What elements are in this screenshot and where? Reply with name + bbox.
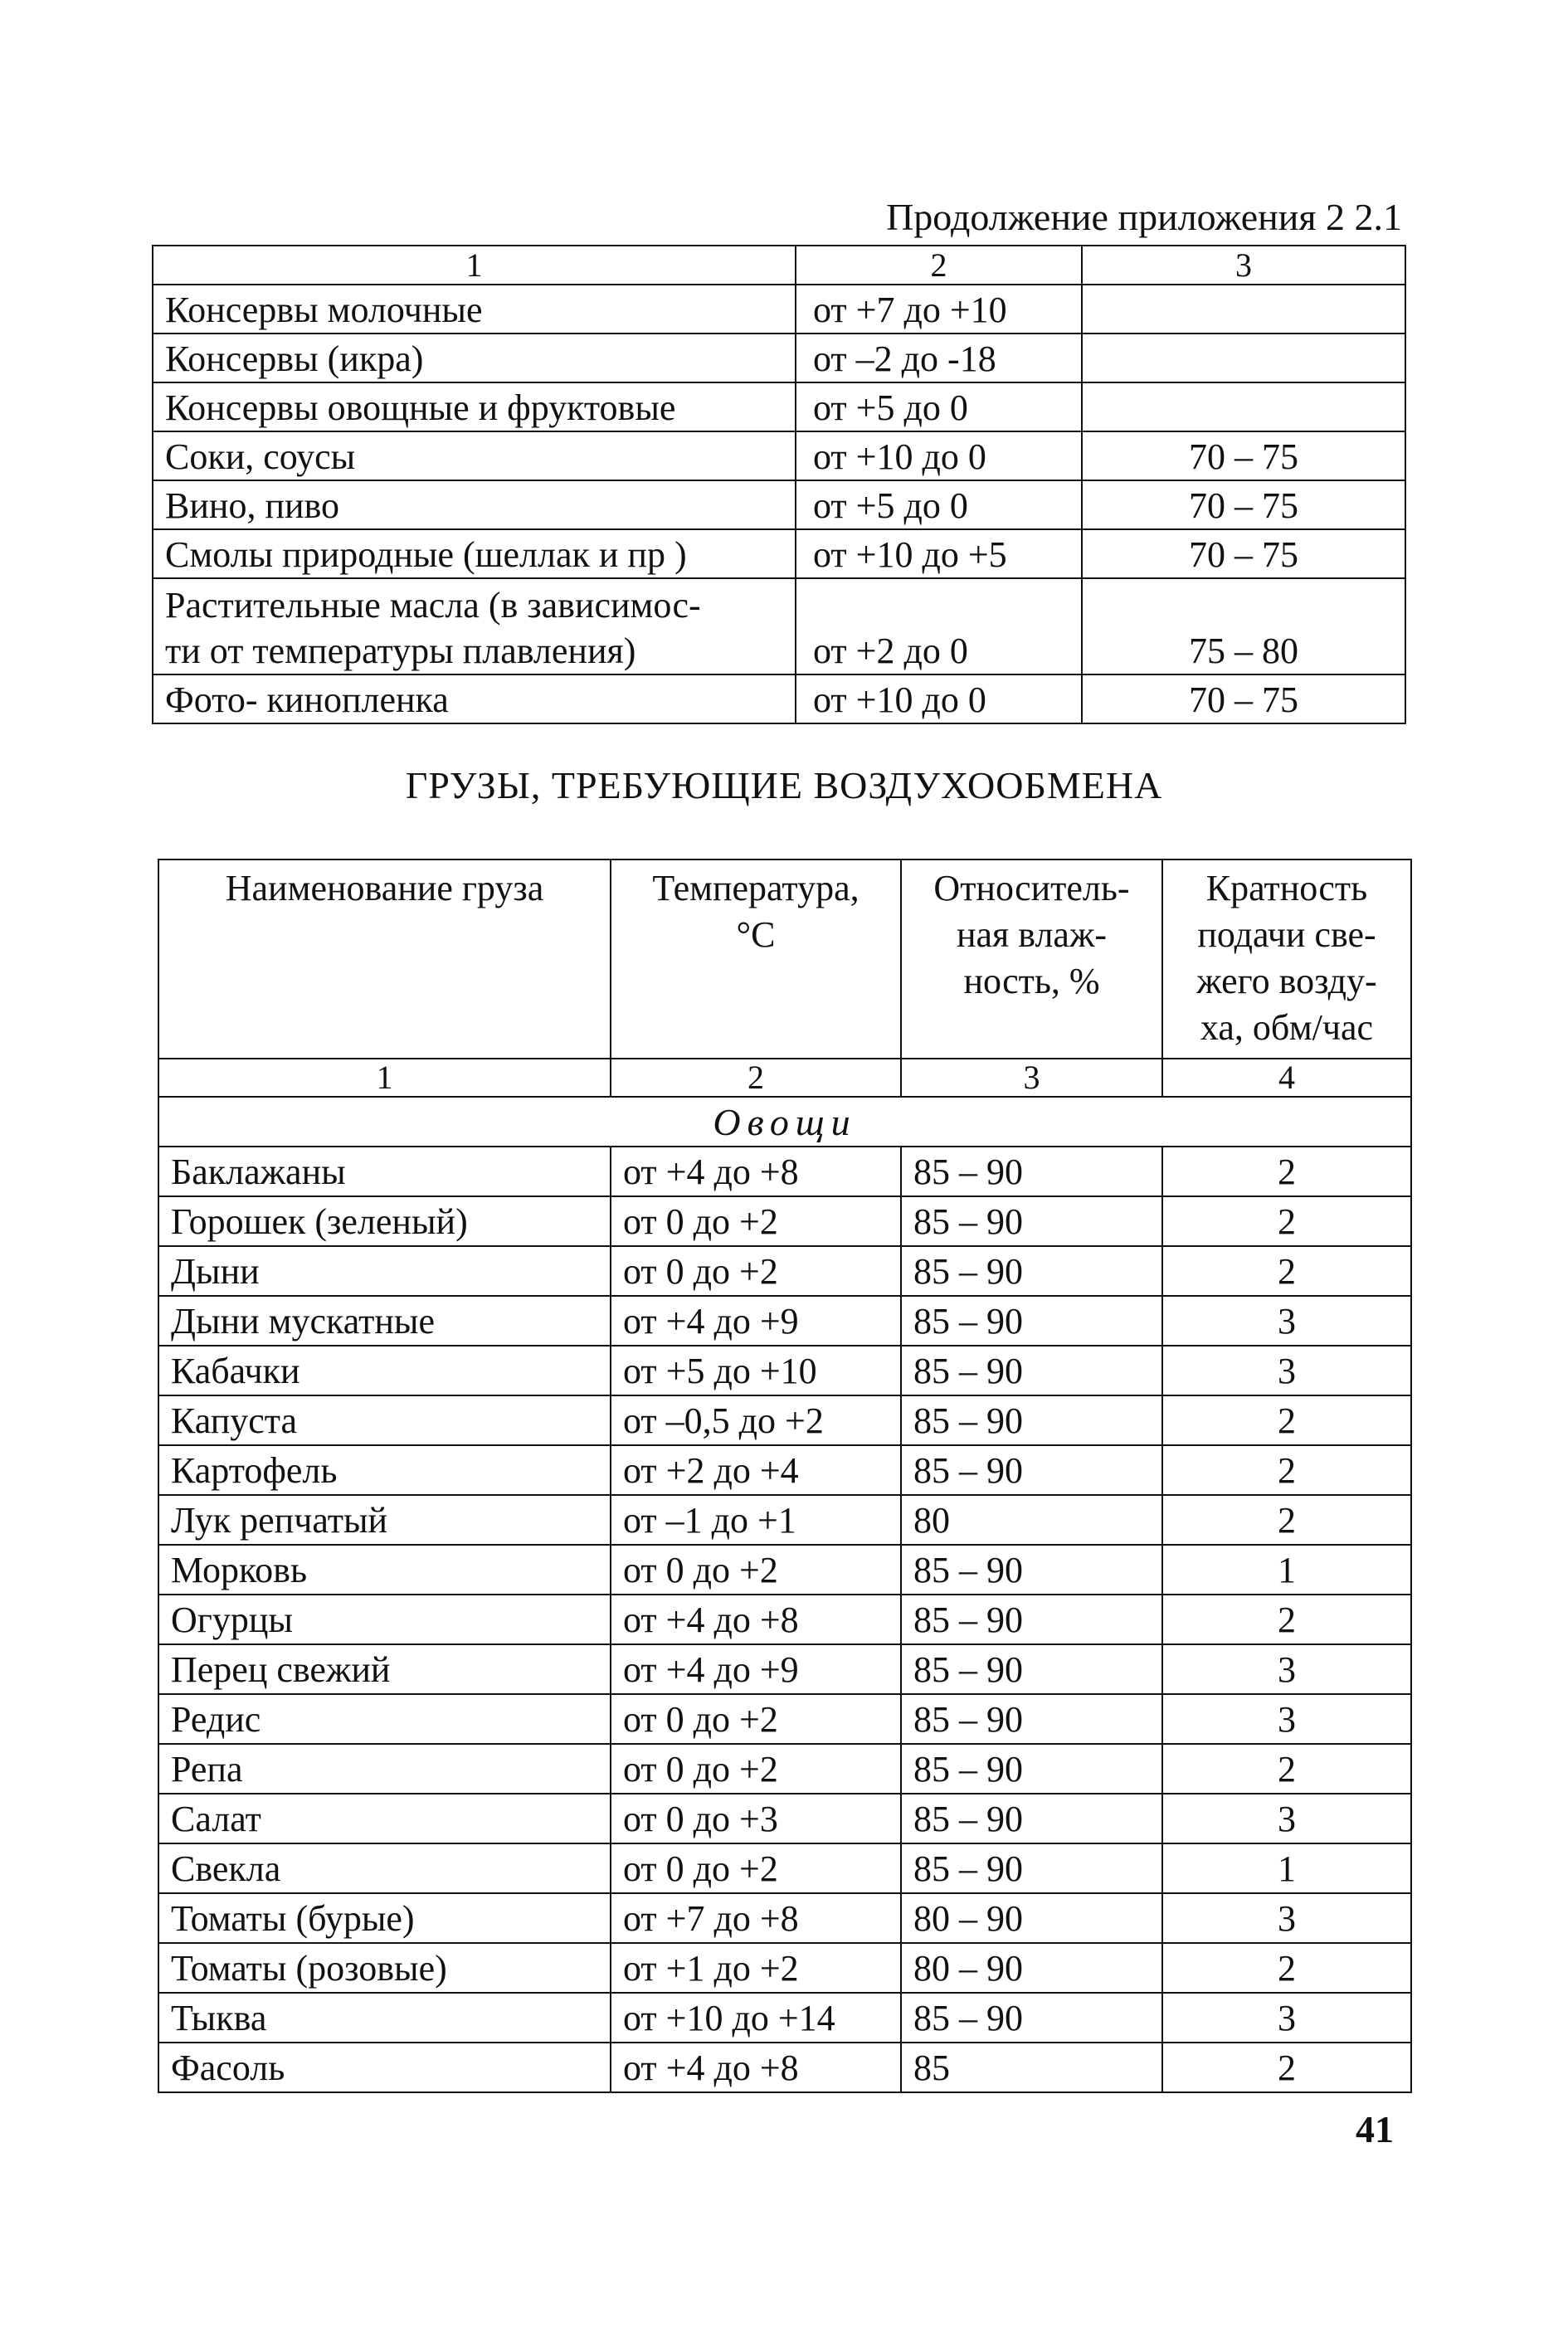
humidity-cell: 75 – 80 <box>1082 578 1405 674</box>
cargo-name: Кабачки <box>158 1346 611 1395</box>
air-exchange-rate-cell: 2 <box>1162 1445 1411 1495</box>
column-number: 3 <box>901 1059 1162 1097</box>
table-row <box>158 1296 1411 1346</box>
humidity-cell: 80 – 90 <box>901 1943 1162 1993</box>
humidity-cell <box>1082 285 1405 334</box>
column-numbers-row <box>158 1059 1411 1097</box>
cargo-name: Свекла <box>158 1843 611 1893</box>
humidity-cell: 85 – 90 <box>901 1346 1162 1395</box>
table-header-row <box>158 859 1411 1059</box>
table-continuation-body <box>153 246 1405 723</box>
cargo-name: Консервы молочные <box>153 285 796 334</box>
column-header <box>901 859 1162 1059</box>
air-exchange-rate-cell: 3 <box>1162 1794 1411 1843</box>
temperature-cell: от 0 до +2 <box>611 1843 901 1893</box>
column-header <box>1162 859 1411 1059</box>
table-row <box>153 578 1405 674</box>
column-header-text: Кратность подачи све- жего возду- ха, обм/час <box>1196 868 1377 1048</box>
air-exchange-rate-cell: 2 <box>1162 1196 1411 1246</box>
humidity-cell: 85 – 90 <box>901 1395 1162 1445</box>
table-header-row <box>153 246 1405 285</box>
cargo-name: Консервы (икра) <box>153 334 796 382</box>
air-exchange-rate-cell: 2 <box>1162 1495 1411 1545</box>
humidity-cell <box>1082 334 1405 382</box>
air-exchange-rate-cell: 3 <box>1162 1694 1411 1744</box>
temperature-cell: от +4 до +9 <box>611 1296 901 1346</box>
temperature-cell: от 0 до +2 <box>611 1196 901 1246</box>
table-row <box>158 1794 1411 1843</box>
table-row <box>158 1346 1411 1395</box>
temperature-cell: от +1 до +2 <box>611 1943 901 1993</box>
temperature-cell: от +7 до +10 <box>796 285 1082 334</box>
cargo-name: Баклажаны <box>158 1147 611 1196</box>
air-exchange-rate-cell: 3 <box>1162 1993 1411 2043</box>
cargo-name: Редис <box>158 1694 611 1744</box>
column-number: 2 <box>611 1059 901 1097</box>
cargo-name: Томаты (бурые) <box>158 1893 611 1943</box>
temperature-cell: от +10 до 0 <box>796 431 1082 480</box>
air-exchange-rate-cell: 2 <box>1162 1395 1411 1445</box>
cargo-name <box>153 578 796 674</box>
table-row <box>158 1694 1411 1744</box>
temperature-cell: от 0 до +2 <box>611 1545 901 1595</box>
air-exchange-rate-cell: 2 <box>1162 1943 1411 1993</box>
cargo-name: Капуста <box>158 1395 611 1445</box>
temperature-cell: от –0,5 до +2 <box>611 1395 901 1445</box>
continuation-label: Продолжение приложения 2 2.1 <box>886 196 1402 238</box>
column-number: 1 <box>153 246 796 285</box>
temperature-cell: от +7 до +8 <box>611 1893 901 1943</box>
cargo-name: Перец свежий <box>158 1644 611 1694</box>
humidity-cell: 85 – 90 <box>901 1843 1162 1893</box>
cargo-name: Вино, пиво <box>153 480 796 529</box>
air-exchange-rate-cell: 3 <box>1162 1346 1411 1395</box>
temperature-cell: от +2 до 0 <box>796 578 1082 674</box>
air-exchange-rate-cell: 2 <box>1162 1246 1411 1296</box>
cargo-name: Томаты (розовые) <box>158 1943 611 1993</box>
table-row <box>158 2043 1411 2092</box>
cargo-name: Консервы овощные и фруктовые <box>153 382 796 431</box>
cargo-name: Горошек (зеленый) <box>158 1196 611 1246</box>
cargo-name: Дыни <box>158 1246 611 1296</box>
table-continuation <box>152 245 1406 724</box>
cargo-name: Морковь <box>158 1545 611 1595</box>
cargo-name: Фото- кинопленка <box>153 674 796 723</box>
table-row <box>153 285 1405 334</box>
temperature-cell: от 0 до +3 <box>611 1794 901 1843</box>
humidity-cell: 70 – 75 <box>1082 674 1405 723</box>
temperature-cell: от +4 до +8 <box>611 1595 901 1644</box>
temperature-cell: от +4 до +8 <box>611 2043 901 2092</box>
temperature-cell: от +10 до 0 <box>796 674 1082 723</box>
temperature-cell: от –2 до -18 <box>796 334 1082 382</box>
humidity-cell: 85 <box>901 2043 1162 2092</box>
humidity-cell: 80 <box>901 1495 1162 1545</box>
column-number: 4 <box>1162 1059 1411 1097</box>
temperature-cell: от 0 до +2 <box>611 1694 901 1744</box>
air-exchange-rate-cell: 3 <box>1162 1296 1411 1346</box>
table-row <box>153 334 1405 382</box>
cargo-name: Лук репчатый <box>158 1495 611 1545</box>
cargo-name: Смолы природные (шеллак и пр ) <box>153 529 796 578</box>
temperature-cell: от +2 до +4 <box>611 1445 901 1495</box>
column-header-text: Относитель- ная влаж- ность, % <box>933 868 1130 1001</box>
air-exchange-rate-cell: 3 <box>1162 1644 1411 1694</box>
air-exchange-rate-cell: 3 <box>1162 1893 1411 1943</box>
column-header <box>611 859 901 1059</box>
table-row <box>158 1595 1411 1644</box>
humidity-cell: 85 – 90 <box>901 1595 1162 1644</box>
table-row <box>158 1147 1411 1196</box>
table-air-exchange-body <box>158 859 1411 2092</box>
table-row <box>153 382 1405 431</box>
section-title: ГРУЗЫ, ТРЕБУЮЩИЕ ВОЗДУХООБМЕНА <box>405 764 1163 806</box>
humidity-cell: 85 – 90 <box>901 1744 1162 1794</box>
humidity-cell: 85 – 90 <box>901 1445 1162 1495</box>
table-row <box>158 1943 1411 1993</box>
table-row <box>158 1644 1411 1694</box>
air-exchange-rate-cell: 2 <box>1162 2043 1411 2092</box>
column-header <box>158 859 611 1059</box>
humidity-cell: 85 – 90 <box>901 1246 1162 1296</box>
temperature-cell: от +10 до +5 <box>796 529 1082 578</box>
cargo-name: Фасоль <box>158 2043 611 2092</box>
humidity-cell: 70 – 75 <box>1082 431 1405 480</box>
air-exchange-rate-cell: 2 <box>1162 1147 1411 1196</box>
cargo-name: Дыни мускатные <box>158 1296 611 1346</box>
humidity-cell: 85 – 90 <box>901 1147 1162 1196</box>
column-header-text: Наименование груза <box>225 868 544 908</box>
cargo-name: Тыква <box>158 1993 611 2043</box>
table-row <box>158 1196 1411 1246</box>
humidity-cell: 70 – 75 <box>1082 529 1405 578</box>
column-number: 2 <box>796 246 1082 285</box>
air-exchange-rate-cell: 1 <box>1162 1843 1411 1893</box>
cargo-name-line: Растительные масла (в зависимос- <box>165 585 701 626</box>
temperature-cell: от +10 до +14 <box>611 1993 901 2043</box>
temperature-cell: от 0 до +2 <box>611 1246 901 1296</box>
table-row <box>153 480 1405 529</box>
humidity-cell: 85 – 90 <box>901 1196 1162 1246</box>
humidity-cell: 85 – 90 <box>901 1993 1162 2043</box>
humidity-cell: 85 – 90 <box>901 1794 1162 1843</box>
humidity-cell: 85 – 90 <box>901 1296 1162 1346</box>
cargo-name: Картофель <box>158 1445 611 1495</box>
humidity-cell: 85 – 90 <box>901 1694 1162 1744</box>
table-row <box>158 1495 1411 1545</box>
humidity-cell: 80 – 90 <box>901 1893 1162 1943</box>
table-row <box>158 1246 1411 1296</box>
table-row <box>158 1993 1411 2043</box>
air-exchange-rate-cell: 2 <box>1162 1744 1411 1794</box>
humidity-cell: 70 – 75 <box>1082 480 1405 529</box>
temperature-cell: от +5 до +10 <box>611 1346 901 1395</box>
temperature-cell: от 0 до +2 <box>611 1744 901 1794</box>
cargo-name: Огурцы <box>158 1595 611 1644</box>
column-header-text: Температура, °С <box>652 868 859 955</box>
table-row <box>153 674 1405 723</box>
table-row <box>158 1843 1411 1893</box>
cargo-name-line: ти от температуры плавления) <box>165 631 636 671</box>
humidity-cell: 85 – 90 <box>901 1644 1162 1694</box>
table-row <box>158 1893 1411 1943</box>
cargo-name: Салат <box>158 1794 611 1843</box>
cargo-name: Соки, соусы <box>153 431 796 480</box>
temperature-cell: от +5 до 0 <box>796 382 1082 431</box>
temperature-cell: от +4 до +9 <box>611 1644 901 1694</box>
table-row <box>158 1744 1411 1794</box>
table-row <box>158 1395 1411 1445</box>
humidity-cell <box>1082 382 1405 431</box>
table-row <box>158 1445 1411 1495</box>
humidity-cell: 85 – 90 <box>901 1545 1162 1595</box>
temperature-cell: от +4 до +8 <box>611 1147 901 1196</box>
page-number: 41 <box>1356 2108 1394 2150</box>
temperature-cell: от –1 до +1 <box>611 1495 901 1545</box>
air-exchange-rate-cell: 1 <box>1162 1545 1411 1595</box>
group-row <box>158 1097 1411 1147</box>
temperature-cell: от +5 до 0 <box>796 480 1082 529</box>
table-row <box>158 1545 1411 1595</box>
cargo-name: Репа <box>158 1744 611 1794</box>
table-row <box>153 431 1405 480</box>
column-number: 3 <box>1082 246 1405 285</box>
table-air-exchange <box>158 859 1412 2093</box>
table-row <box>153 529 1405 578</box>
air-exchange-rate-cell: 2 <box>1162 1595 1411 1644</box>
column-number: 1 <box>158 1059 611 1097</box>
group-label: Овощи <box>158 1097 1411 1147</box>
